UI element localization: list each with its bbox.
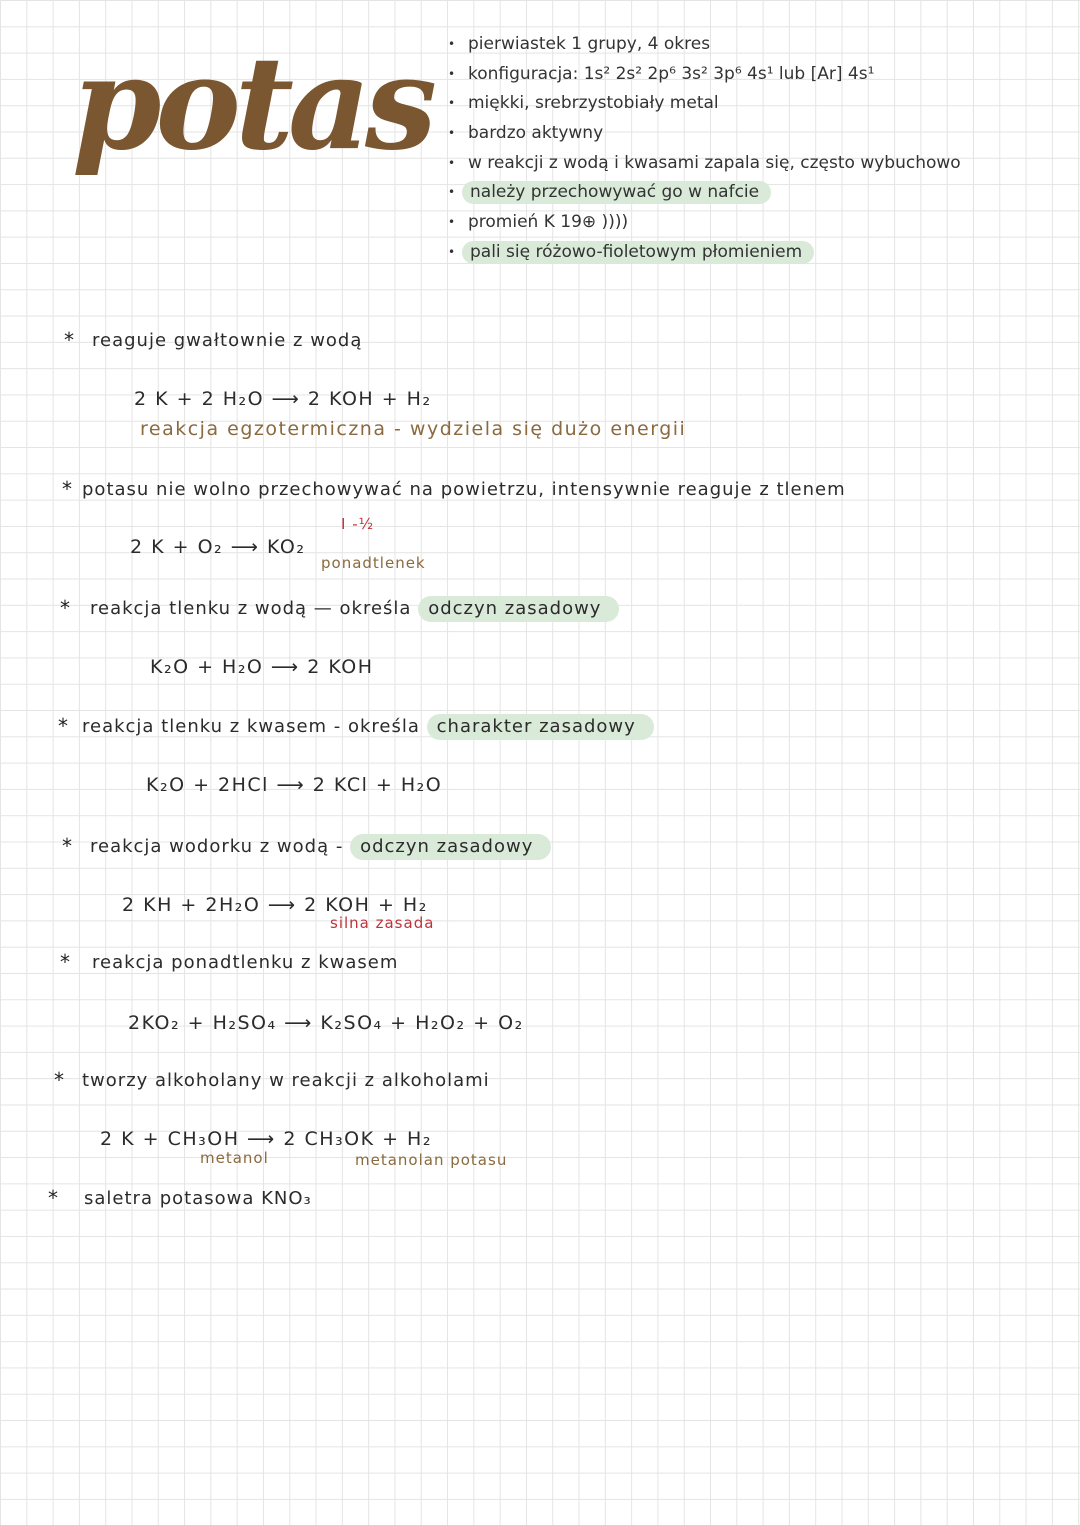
section-heading: reaguje gwałtownie z wodą [92, 330, 363, 351]
section-heading: potasu nie wolno przechowywać na powietrzu, intensywnie reaguje z tlenem [82, 479, 846, 500]
section-heading-text: reakcja tlenku z wodą — określa [90, 598, 412, 619]
asterisk-icon: * [54, 1068, 64, 1092]
equation: 2 K + 2 H₂O ⟶ 2 KOH + H₂ [134, 388, 432, 410]
fact-item [448, 123, 1068, 153]
equation-note: reakcja egzotermiczna - wydziela się dużo energii [140, 418, 687, 440]
fact-text-highlighted: pali się różowo-fioletowym płomieniem [462, 241, 814, 264]
section-heading: saletra potasowa KNO₃ [84, 1188, 312, 1209]
bullet-icon: • [448, 126, 456, 141]
section-heading-text: reakcja tlenku z kwasem - określa [82, 716, 420, 737]
asterisk-icon: * [60, 596, 70, 620]
asterisk-icon: * [58, 714, 68, 738]
fact-text: w reakcji z wodą i kwasami zapala się, często wybuchowo [468, 152, 961, 173]
fact-item [448, 212, 1068, 242]
oxidation-numbers: I -½ [341, 515, 375, 533]
asterisk-icon: * [60, 950, 70, 974]
asterisk-icon: * [62, 834, 72, 858]
fact-text: bardzo aktywny [468, 123, 604, 144]
bullet-icon: • [448, 155, 456, 170]
section-heading: tworzy alkoholany w reakcji z alkoholami [82, 1070, 490, 1091]
equation-note: silna zasada [330, 914, 435, 932]
equation-note: ponadtlenek [321, 554, 426, 572]
fact-text-highlighted: należy przechowywać go w nafcie [462, 181, 771, 204]
section-heading [90, 836, 551, 857]
fact-item [448, 242, 1068, 272]
equation: 2 K + O₂ ⟶ KO₂ [130, 536, 306, 558]
fact-text: pierwiastek 1 grupy, 4 okres [468, 34, 711, 54]
equation-note-right: metanolan potasu [355, 1151, 508, 1169]
fact-item [448, 93, 1068, 123]
fact-text: miękki, srebrzystobiały metal [468, 93, 719, 114]
facts-list [448, 34, 1068, 272]
bullet-icon: • [448, 185, 456, 200]
section-heading-text: reakcja wodorku z wodą - [90, 836, 344, 857]
fact-item [448, 34, 1068, 64]
equation: K₂O + H₂O ⟶ 2 KOH [150, 656, 374, 678]
bullet-icon: • [448, 244, 456, 259]
equation: K₂O + 2HCl ⟶ 2 KCl + H₂O [146, 774, 443, 796]
fact-text: promień K 19⊕ )))) [468, 212, 629, 233]
equation: 2 K + CH₃OH ⟶ 2 CH₃OK + H₂ [100, 1128, 432, 1150]
highlight-pill: odczyn zasadowy [350, 834, 551, 860]
equation-note-left: metanol [200, 1149, 269, 1167]
fact-item [448, 153, 1068, 183]
asterisk-icon: * [62, 477, 72, 501]
asterisk-icon: * [64, 328, 74, 352]
highlight-pill: odczyn zasadowy [418, 596, 619, 622]
highlight-pill: charakter zasadowy [427, 714, 654, 740]
section-heading: reakcja ponadtlenku z kwasem [92, 952, 399, 973]
bullet-icon: • [448, 215, 456, 230]
fact-text: konfiguracja: 1s² 2s² 2p⁶ 3s² 3p⁶ 4s¹ lub [Ar] 4s¹ [468, 63, 875, 84]
equation: 2KO₂ + H₂SO₄ ⟶ K₂SO₄ + H₂O₂ + O₂ [128, 1012, 524, 1034]
bullet-icon: • [448, 96, 456, 111]
bullet-icon: • [448, 66, 456, 81]
fact-item [448, 182, 1068, 212]
section-heading [82, 716, 654, 737]
fact-item [448, 64, 1068, 94]
page-title: potas [72, 29, 431, 179]
asterisk-icon: * [48, 1186, 58, 1210]
equation: 2 KH + 2H₂O ⟶ 2 KOH + H₂ [122, 894, 428, 916]
section-heading [90, 598, 619, 619]
bullet-icon: • [448, 37, 456, 51]
